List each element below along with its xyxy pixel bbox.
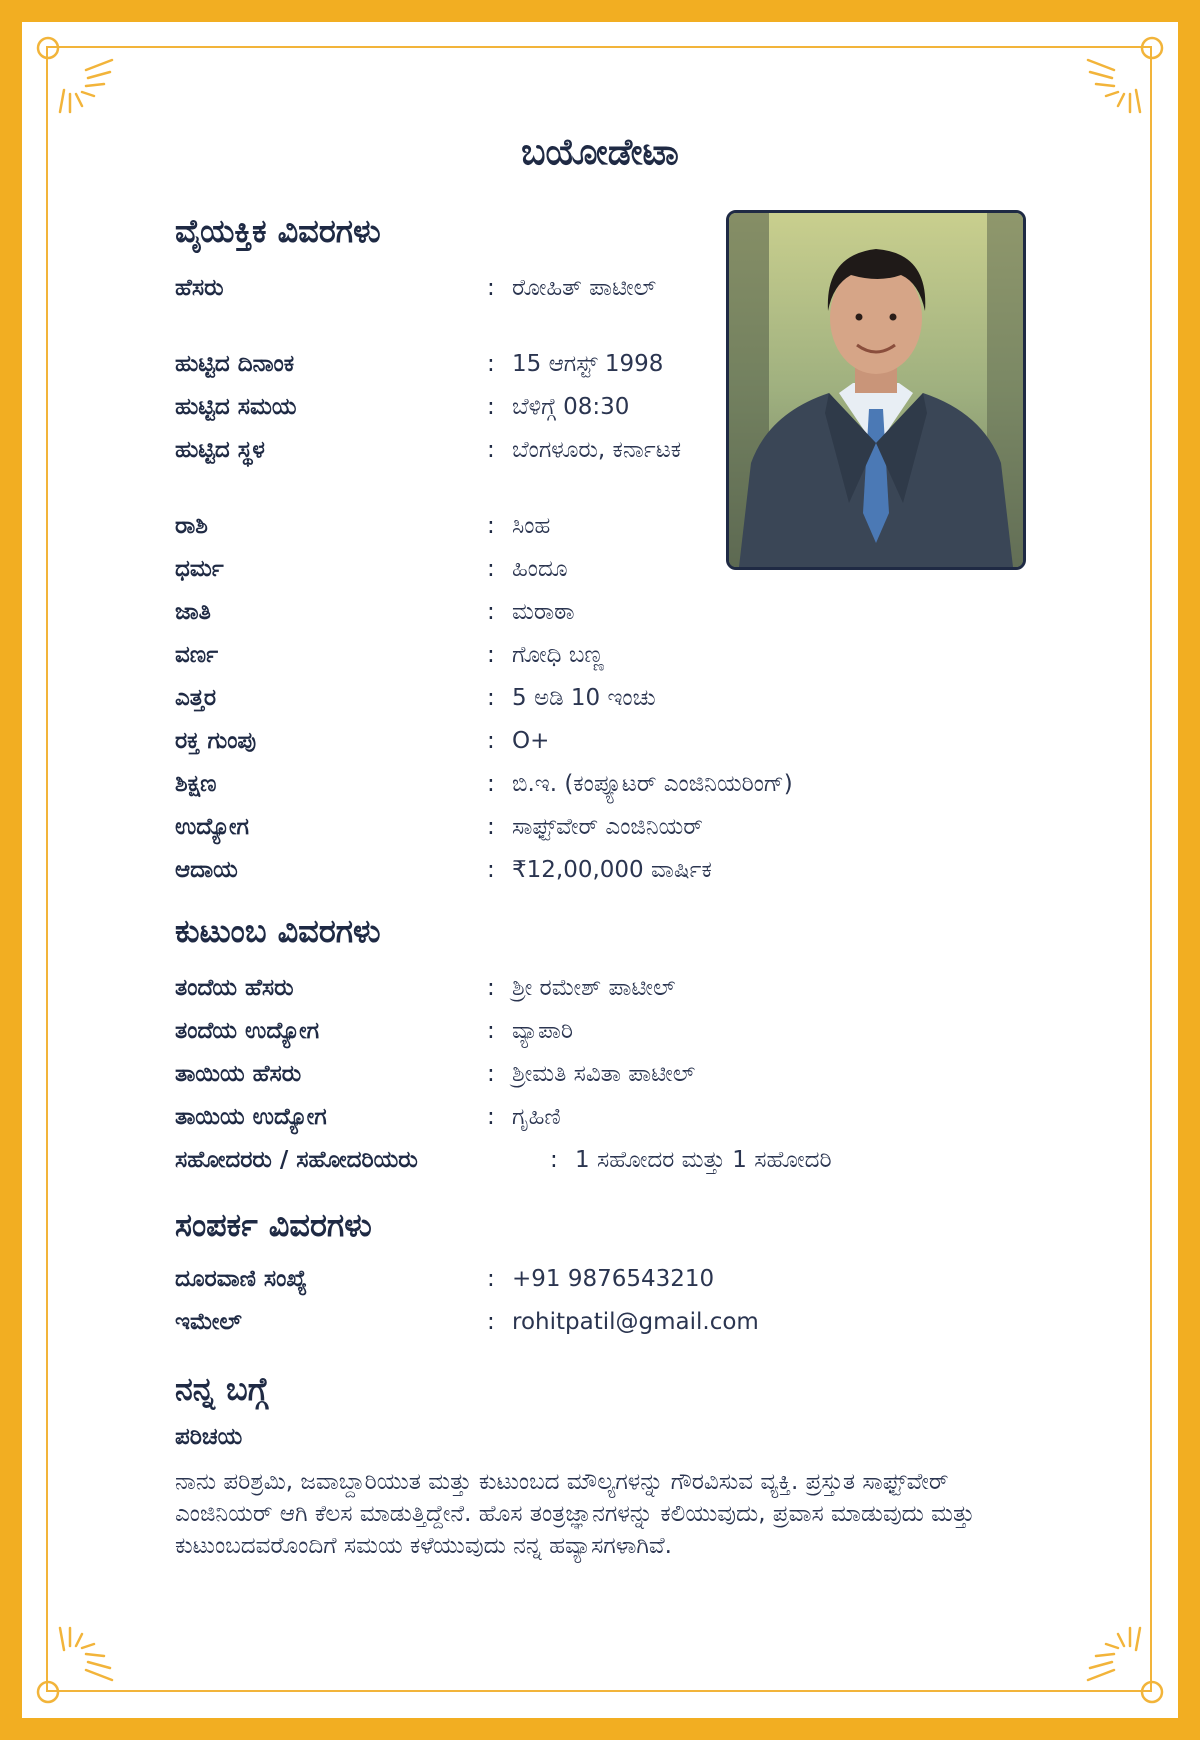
detail-label: ತಾಯಿಯ ಹೆಸರು <box>175 1061 302 1087</box>
detail-label: ಧರ್ಮ <box>175 556 224 582</box>
detail-label: ಇಮೇಲ್ <box>175 1309 242 1335</box>
detail-row: ಹುಟ್ಟಿದ ದಿನಾಂಕ : 15 ಆಗಸ್ಟ್ 1998 <box>175 348 793 391</box>
personal-details-list <box>175 272 793 897</box>
detail-row: ಉದ್ಯೋಗ : ಸಾಫ್ಟ್‌ವೇರ್ ಎಂಜಿನಿಯರ್ <box>175 811 793 854</box>
detail-value: ಹಿಂದೂ <box>512 556 568 582</box>
detail-row: ರಾಶಿ : ಸಿಂಹ <box>175 510 793 553</box>
detail-row: ಜಾತಿ : ಮರಾಠಾ <box>175 596 793 639</box>
about-paragraph: ನಾನು ಪರಿಶ್ರಮಿ, ಜವಾಬ್ದಾರಿಯುತ ಮತ್ತು ಕುಟುಂಬದ ಮೌಲ್ಯಗಳನ್ನು ಗೌರವಿಸುವ ವ್ಯಕ್ತಿ. ಪ್ರಸ್ತುತ ಸಾಫ್ಟ್‌ವೇರ್ ಎಂಜಿನಿಯರ್ ಆಗಿ ಕೆಲಸ ಮಾಡುತ್ತಿದ್ದೇನೆ. ಹೊಸ ತಂತ್ರಜ್ಞಾನಗಳನ್ನು ಕಲಿಯುವುದು, ಪ್ರವಾಸ ಮಾಡುವುದು ಮತ್ತು ಕುಟುಂಬದವರೊಂದಿಗೆ ಸಮಯ ಕಳೆಯುವುದು ನನ್ನ ಹವ್ಯಾಸಗಳಾಗಿವೆ. <box>175 1469 975 1559</box>
detail-label: ಹುಟ್ಟಿದ ಸಮಯ <box>175 394 297 420</box>
detail-value: ಗೃಹಿಣಿ <box>512 1104 561 1130</box>
contact-details-list <box>175 1263 759 1349</box>
phone-value: +91 9876543210 <box>512 1266 715 1292</box>
sun-corner-icon <box>30 30 120 120</box>
detail-label: ತಂದೆಯ ಉದ್ಯೋಗ <box>175 1018 320 1044</box>
introduction-subheading: ಪರಿಚಯ <box>175 1424 243 1450</box>
detail-row: ತಂದೆಯ ಹೆಸರು : ಶ್ರೀ ರಮೇಶ್ ಪಾಟೀಲ್ <box>175 972 832 1015</box>
detail-value: ಗೋಧಿ ಬಣ್ಣ <box>512 642 604 668</box>
detail-label: ರಾಶಿ <box>175 513 208 539</box>
detail-value: ಸಿಂಹ <box>512 513 551 539</box>
detail-label: ಶಿಕ್ಷಣ <box>175 771 217 797</box>
detail-value: ಶ್ರೀ ರಮೇಶ್ ಪಾಟೀಲ್ <box>512 975 676 1001</box>
detail-label: ವರ್ಣ <box>175 642 218 668</box>
detail-label: ಸಹೋದರರು / ಸಹೋದರಿಯರು <box>175 1147 418 1173</box>
detail-label: ಹೆಸರು <box>175 275 224 301</box>
detail-label: ಉದ್ಯೋಗ <box>175 814 249 840</box>
sun-corner-icon <box>1080 1620 1170 1710</box>
detail-label: ಆದಾಯ <box>175 857 238 883</box>
detail-value: ಶ್ರೀಮತಿ ಸವಿತಾ ಪಾಟೀಲ್ <box>512 1061 696 1087</box>
detail-label: ಜಾತಿ <box>175 599 211 625</box>
family-details-heading: ಕುಟುಂಬ ವಿವರಗಳು <box>175 912 381 950</box>
sun-corner-icon <box>1080 30 1170 120</box>
about-heading: ನನ್ನ ಬಗ್ಗೆ <box>175 1370 269 1408</box>
detail-value: 15 ಆಗಸ್ಟ್ 1998 <box>512 351 664 377</box>
sun-corner-icon <box>30 1620 120 1710</box>
detail-label: ಹುಟ್ಟಿದ ಸ್ಥಳ <box>175 437 265 463</box>
detail-label: ಎತ್ತರ <box>175 685 217 711</box>
detail-row: ತಾಯಿಯ ಉದ್ಯೋಗ : ಗೃಹಿಣಿ <box>175 1101 832 1144</box>
detail-row: ಹುಟ್ಟಿದ ಸ್ಥಳ : ಬೆಂಗಳೂರು, ಕರ್ನಾಟಕ <box>175 434 793 510</box>
detail-label: ತಾಯಿಯ ಉದ್ಯೋಗ <box>175 1104 327 1130</box>
profile-photo <box>726 210 1026 570</box>
detail-value: 5 ಅಡಿ 10 ಇಂಚು <box>512 685 656 711</box>
detail-label: ತಂದೆಯ ಹೆಸರು <box>175 975 294 1001</box>
detail-row: ತಂದೆಯ ಉದ್ಯೋಗ : ವ್ಯಾಪಾರಿ <box>175 1015 832 1058</box>
detail-value: ₹12,00,000 ವಾರ್ಷಿಕ <box>512 857 712 883</box>
detail-label: ದೂರವಾಣಿ ಸಂಖ್ಯೆ <box>175 1266 308 1292</box>
detail-value: 1 ಸಹೋದರ ಮತ್ತು 1 ಸಹೋದರಿ <box>575 1147 832 1173</box>
detail-value: ಬೆಂಗಳೂರು, ಕರ್ನಾಟಕ <box>512 437 682 463</box>
detail-value: ರೋಹಿತ್ ಪಾಟೀಲ್ <box>512 275 657 301</box>
detail-row: ಹುಟ್ಟಿದ ಸಮಯ : ಬೆಳಿಗ್ಗೆ 08:30 <box>175 391 793 434</box>
detail-row: ತಾಯಿಯ ಹೆಸರು : ಶ್ರೀಮತಿ ಸವಿತಾ ಪಾಟೀಲ್ <box>175 1058 832 1101</box>
detail-value: O+ <box>512 728 550 754</box>
detail-row: ಸಹೋದರರು / ಸಹೋದರಿಯರು : 1 ಸಹೋದರ ಮತ್ತು 1 ಸಹೋದರಿ <box>175 1144 832 1187</box>
detail-value: ಮರಾಠಾ <box>512 599 575 625</box>
page-title: ಬಯೋಡೇಟಾ <box>521 132 679 173</box>
detail-row: ಶಿಕ್ಷಣ : ಬಿ.ಇ. (ಕಂಪ್ಯೂಟರ್ ಎಂಜಿನಿಯರಿಂಗ್) <box>175 768 793 811</box>
family-details-list <box>175 972 832 1187</box>
detail-row: ಆದಾಯ : ₹12,00,000 ವಾರ್ಷಿಕ <box>175 854 793 897</box>
detail-label: ಹುಟ್ಟಿದ ದಿನಾಂಕ <box>175 351 295 377</box>
detail-row: ಧರ್ಮ : ಹಿಂದೂ <box>175 553 793 596</box>
email-value: rohitpatil@gmail.com <box>512 1309 759 1335</box>
detail-row: ಹೆಸರು : ರೋಹಿತ್ ಪಾಟೀಲ್ <box>175 272 793 348</box>
detail-label: ರಕ್ತ ಗುಂಪು <box>175 728 257 754</box>
detail-row: ರಕ್ತ ಗುಂಪು : O+ <box>175 725 793 768</box>
detail-row: ದೂರವಾಣಿ ಸಂಖ್ಯೆ : +91 9876543210 <box>175 1263 759 1306</box>
detail-row: ಎತ್ತರ : 5 ಅಡಿ 10 ಇಂಚು <box>175 682 793 725</box>
detail-row: ಇಮೇಲ್ : rohitpatil@gmail.com <box>175 1306 759 1349</box>
detail-row: ವರ್ಣ : ಗೋಧಿ ಬಣ್ಣ <box>175 639 793 682</box>
person-portrait-icon <box>729 213 1023 567</box>
contact-details-heading: ಸಂಪರ್ಕ ವಿವರಗಳು <box>175 1206 372 1244</box>
detail-value: ಬೆಳಿಗ್ಗೆ 08:30 <box>512 394 630 420</box>
personal-details-heading: ವೈಯಕ್ತಿಕ ವಿವರಗಳು <box>175 212 381 250</box>
detail-value: ಸಾಫ್ಟ್‌ವೇರ್ ಎಂಜಿನಿಯರ್ <box>512 814 703 840</box>
detail-value: ಬಿ.ಇ. (ಕಂಪ್ಯೂಟರ್ ಎಂಜಿನಿಯರಿಂಗ್) <box>512 771 793 797</box>
detail-value: ವ್ಯಾಪಾರಿ <box>512 1018 574 1044</box>
